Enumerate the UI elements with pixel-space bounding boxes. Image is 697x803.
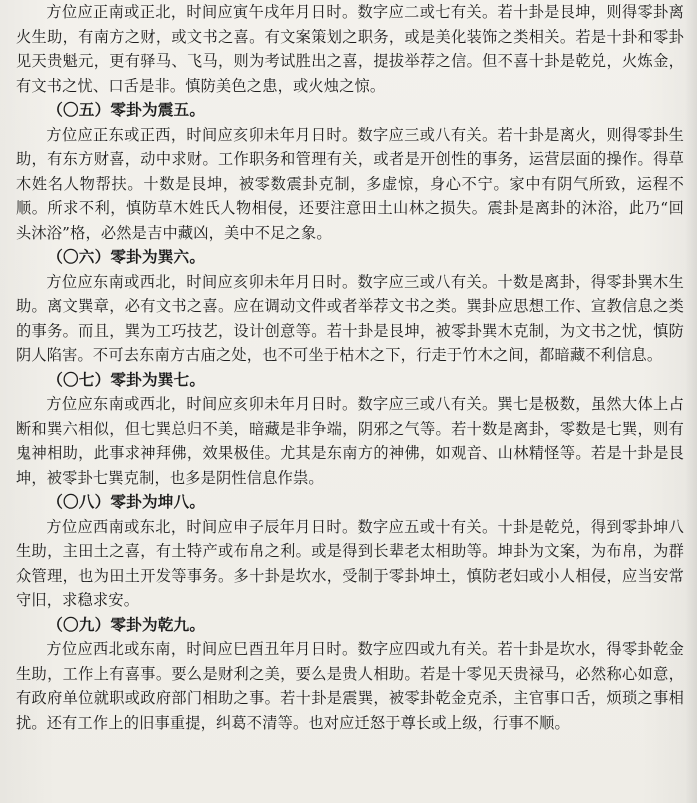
heading-08: （〇八）零卦为坤八。 bbox=[47, 492, 206, 511]
paragraph-06: 方位应东南或西北，时间应亥卯未年月日时。数字应三或八有关。十数是离卦，得零卦巽木生助。离文巽章，必有文书之喜。应在调动文件或者举荐文书之类。巽卦应思想工作、宣教信息之类的事务。而且，巽为工巧技艺，设计创意等。若十卦是艮坤，被零卦巽木克制，为文书之忧，慎防阴人陷害。不可去东南方古庙之处，也不可坐于枯木之下，行走于竹木之间，都暗藏不利信息。 bbox=[16, 272, 684, 364]
paragraph-04: 方位应正南或正北，时间应寅午戌年月日时。数字应二或七有关。若十卦是艮坤，则得零卦离火生助，有南方之财，或文书之喜。有文案策划之职务，或是美化装饰之类相关。若是十卦和零卦见天贵魁元，更有驿马、飞马，则为考试胜出之喜，提拔举荐之信。但不喜十卦是乾兑，火炼金，有文书之忧、口舌是非。慎防美色之患，或火烛之惊。 bbox=[16, 3, 684, 95]
heading-05: （〇五）零卦为震五。 bbox=[47, 100, 206, 119]
paragraph-09: 方位应西北或东南，时间应巳酉丑年月日时。数字应四或九有关。若十卦是坎水，得零卦乾金生助，工作上有喜事。要么是财利之美，要么是贵人相助。若是十零见天贵禄马，必然称心如意，有政府单位就职或政府部门相助之事。若十卦是震巽，被零卦乾金克杀，主官事口舌，烦琐之事相扰。还有工作上的旧事重提，纠葛不清等。也对应迁怒于尊长或上级，行事不顺。 bbox=[16, 640, 684, 732]
page-edge-shadow bbox=[685, 0, 697, 803]
heading-07: （〇七）零卦为巽七。 bbox=[47, 369, 206, 389]
heading-09: （〇九）零卦为乾九。 bbox=[47, 614, 206, 634]
paragraph-07: 方位应东南或西北，时间应亥卯未年月日时。数字应三或八有关。巽七是极数，虽然大体上占断和巽六相似，但七巽总归不美，暗藏是非争端，阴邪之气等。若十数是离卦，零数是七巽，则有鬼神相助，此事求神拜佛，效果极佳。尤其是东南方的神佛，如观音、山林精怪等。若是十卦是艮坤，被零卦七巽克制，也多是阴性信息作祟。 bbox=[16, 395, 684, 487]
paragraph-08: 方位应西南或东北，时间应申子辰年月日时。数字应五或十有关。十卦是乾兑，得到零卦坤八生助，主田土之喜，有土特产或布帛之利。或是得到长辈老太相助等。坤卦为文案，为布帛，为群众管理，也为田土开发等事务。多十卦是坎水，受制于零卦坤土，慎防老妇或小人相侵，应当安常守旧，求稳求安。 bbox=[16, 517, 684, 609]
text-block bbox=[16, 0, 684, 735]
paragraph-05: 方位应正东或正西，时间应亥卯未年月日时。数字应三或八有关。若十卦是离火，则得零卦生助，有东方财喜，动中求财。工作职务和管理有关，或者是开创性的事务，运营层面的操作。得草木姓名人物帮扶。十数是艮坤，被零数震卦克制，多虚惊，身心不宁。家中有阴气所致，运程不顺。所求不利，慎防草木姓氏人物相侵，还要注意田土山林之损失。震卦是离卦的沐浴，此乃“回头沐浴”格，必然是吉中藏凶，美中不足之象。 bbox=[16, 125, 684, 242]
heading-06: （〇六）零卦为巽六。 bbox=[47, 247, 206, 266]
